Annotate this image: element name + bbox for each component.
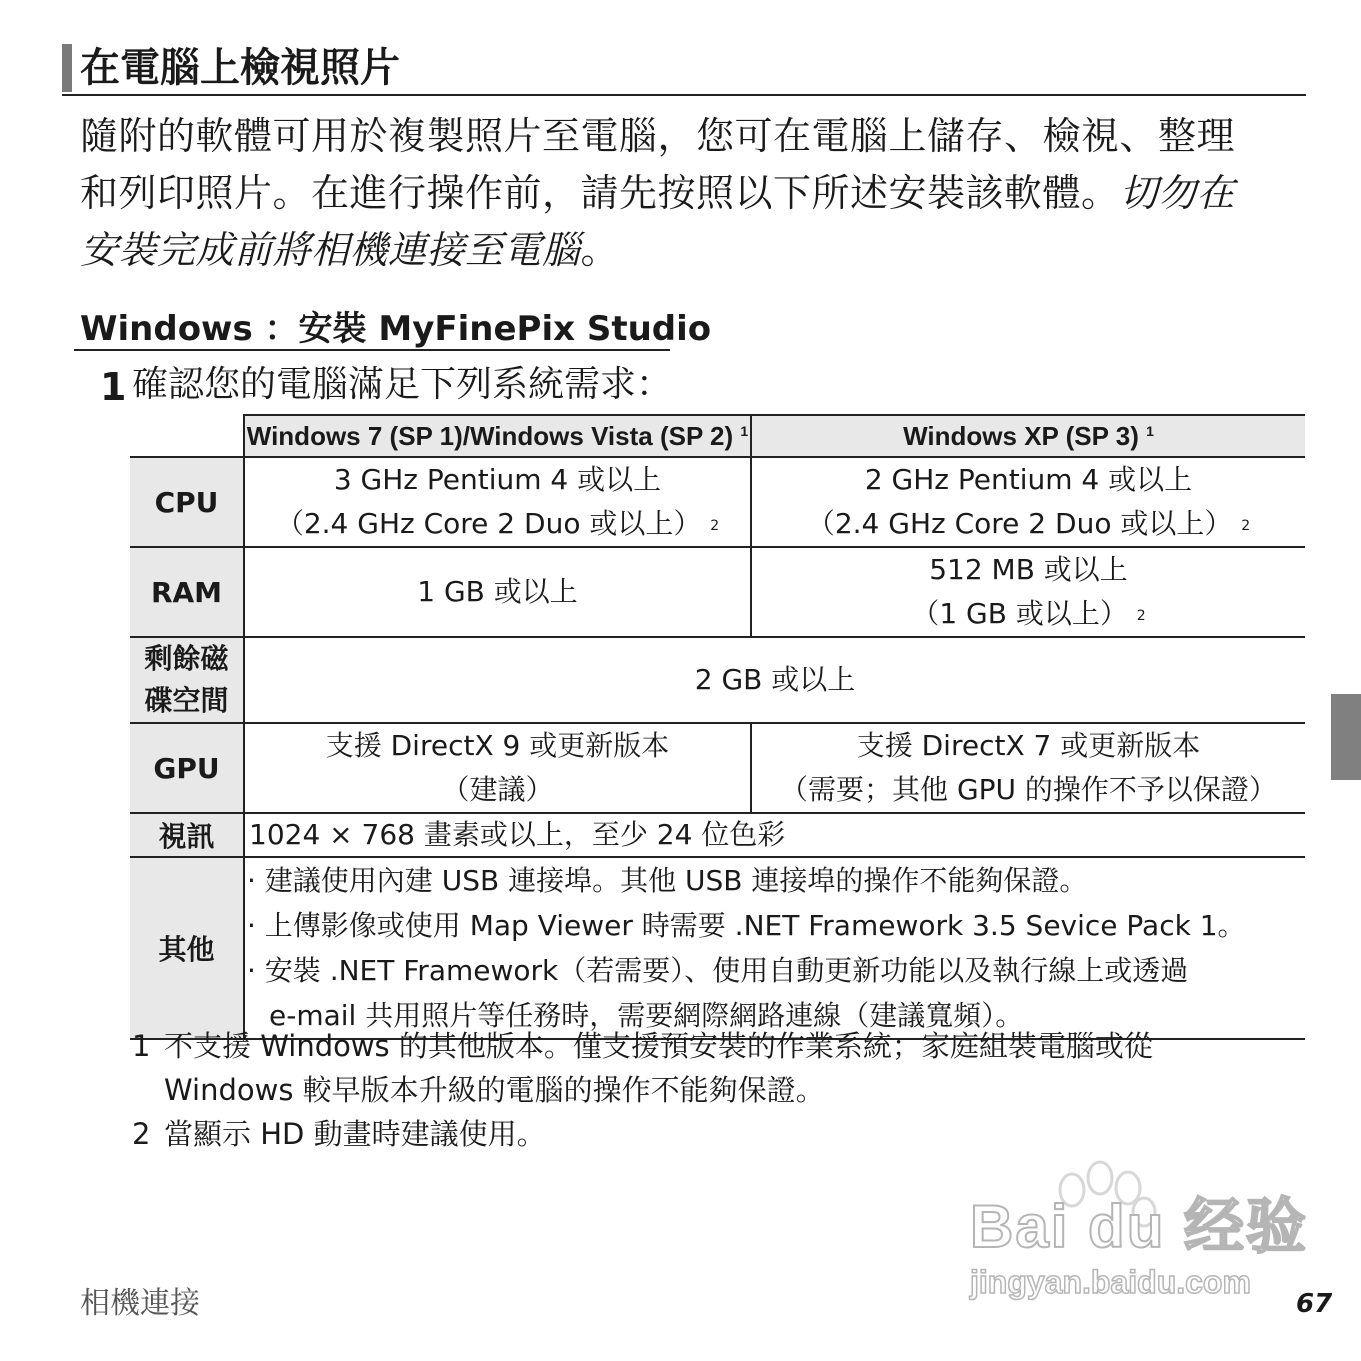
table-header-row (130, 415, 1305, 457)
table-row-gpu (130, 723, 1305, 813)
row-label-gpu: GPU (130, 723, 244, 813)
footnote-ref-2: 2 (1241, 518, 1251, 534)
title-accent-bar (62, 44, 72, 92)
footnote-ref-1: 1 (1146, 422, 1154, 439)
footnote-2-number: 2 (132, 1117, 151, 1151)
cell-cpu-xp: 2 GHz Pentium 4 或以上 （2.4 GHz Core 2 Duo 或以上） $^2$ (751, 457, 1305, 547)
watermark-brand: Bai du 经验 (970, 1193, 1309, 1260)
footnote-ref-1: 1 (740, 422, 749, 439)
section-underline (74, 349, 670, 351)
cell-ram-xp: 512 MB 或以上 （1 GB 或以上） $^2$ (751, 547, 1305, 637)
table-row-disk (130, 637, 1305, 723)
note-dotnet-line1: · 安裝 .NET Framework（若需要）、使用自動更新功能以及執行線上或透過 (247, 954, 1189, 987)
footer-section-name: 相機連接 (80, 1286, 200, 1321)
page-title: 在電腦上檢視照片 (80, 45, 400, 91)
section-title: Windows ：安裝 MyFinePix Studio (80, 309, 712, 349)
cell-other-notes (244, 857, 1305, 1039)
cell-video-value: 1024 × 768 畫素或以上，至少 24 位色彩 (244, 813, 1305, 857)
intro-paragraph (80, 108, 1290, 279)
intro-line1: 隨附的軟體可用於複製照片至電腦，您可在電腦上儲存、檢視、整理 (80, 114, 1236, 158)
note-dotnet-line2: e-mail 共用照片等任務時，需要網際網路連線（建議寬頻）。 (269, 999, 1024, 1032)
step-number: 1 (100, 365, 127, 409)
system-requirements-table (130, 414, 1305, 1040)
step-text: 確認您的電腦滿足下列系統需求： (132, 364, 673, 405)
cell-ram-win7: 1 GB 或以上 (244, 547, 751, 637)
watermark-url: jingyan.baidu.com (970, 1264, 1251, 1300)
intro-warning-part1: 切勿在 (1119, 171, 1236, 215)
footnote-ref-2: 2 (710, 518, 720, 534)
note-usb: · 建議使用內建 USB 連接埠。其他 USB 連接埠的操作不能夠保證。 (247, 864, 1088, 897)
note-map-viewer: · 上傳影像或使用 Map Viewer 時需要 .NET Framework 3.5 Sevice Pack 1。 (247, 909, 1246, 942)
table-row-ram (130, 547, 1305, 637)
footnote-1-line1: 不支援 Windows 的其他版本。僅支援預安裝的作業系統；家庭組裝電腦或從 (164, 1029, 1153, 1063)
row-label-ram: RAM (130, 547, 244, 637)
table-row-cpu (130, 457, 1305, 547)
row-label-disk: 剩餘磁 碟空間 (130, 637, 244, 723)
row-label-cpu: CPU (130, 457, 244, 547)
cell-cpu-win7: 3 GHz Pentium 4 或以上 （2.4 GHz Core 2 Duo 或以上） $^2$ (244, 457, 751, 547)
page-number: 67 (1296, 1289, 1333, 1319)
cell-gpu-win7: 支援 DirectX 9 或更新版本 （建議） (244, 723, 751, 813)
footnote-2-text: 當顯示 HD 動畫時建議使用。 (164, 1117, 546, 1151)
table-row-other (130, 857, 1305, 1039)
col-header-win7: Windows 7 (SP 1)/Windows Vista (SP 2) $^1$ (244, 415, 751, 457)
chapter-tab-marker (1331, 694, 1361, 780)
intro-line2: 和列印照片。在進行操作前，請先按照以下所述安裝該軟體。 (80, 171, 1120, 215)
cell-gpu-xp: 支援 DirectX 7 或更新版本 （需要；其他 GPU 的操作不予以保證） (751, 723, 1305, 813)
table-row-video (130, 813, 1305, 857)
empty-corner-cell (130, 415, 244, 457)
footnote-1-number: 1 (132, 1029, 151, 1063)
intro-line3-end: 。 (580, 228, 620, 272)
title-underline (62, 94, 1306, 96)
footnote-2 (132, 1112, 546, 1156)
footnote-ref-2: 2 (1136, 608, 1146, 624)
footnote-1 (132, 1024, 1153, 1112)
intro-warning-part2: 安裝完成前將相機連接至電腦 (80, 228, 581, 272)
cell-disk-value: 2 GB 或以上 (244, 637, 1305, 723)
footnote-1-line2: Windows 較早版本升級的電腦的操作不能夠保證。 (164, 1073, 825, 1107)
col-header-xp: Windows XP (SP 3) $^1$ (751, 415, 1305, 457)
row-label-video: 視訊 (130, 813, 244, 857)
row-label-other: 其他 (130, 857, 244, 1039)
